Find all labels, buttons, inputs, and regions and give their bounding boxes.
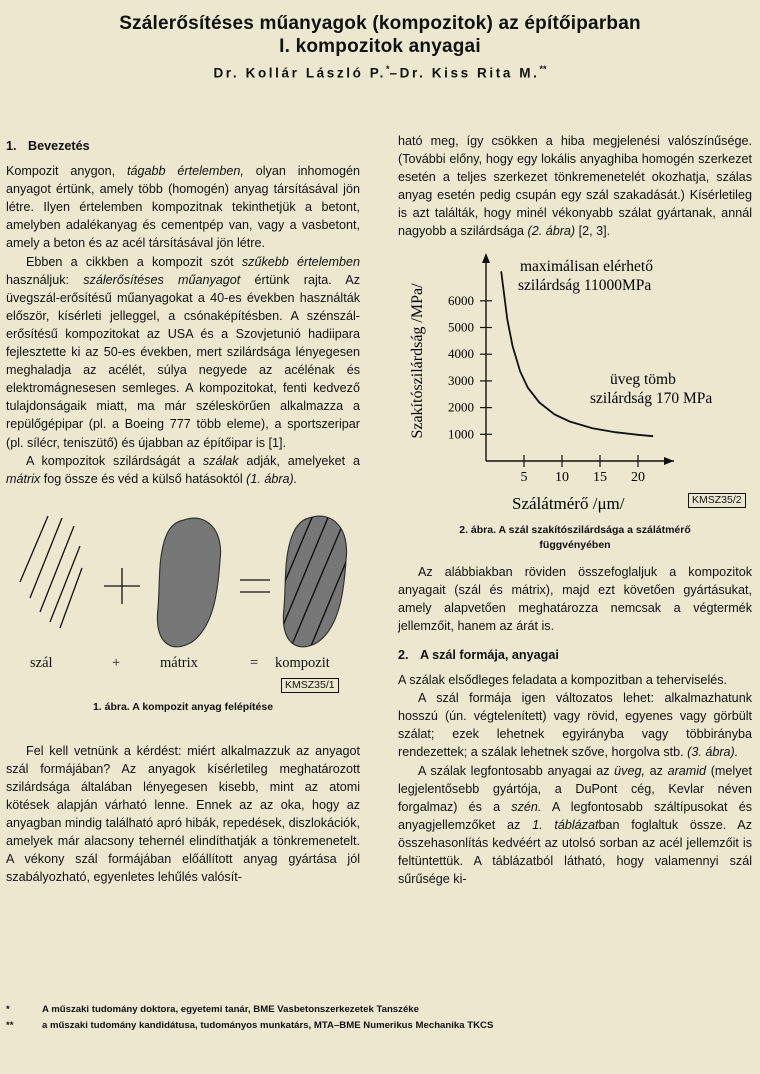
text-run: használjuk: xyxy=(6,272,84,287)
text-run: adják, amelyeket a xyxy=(238,453,360,468)
chart-annotation: szilárdság 170 MPa xyxy=(590,389,713,407)
footnote-2 xyxy=(6,1018,752,1034)
footnote-1 xyxy=(6,1002,752,1018)
text-run: szűkebb értelemben xyxy=(241,254,360,269)
chart-annotation: üveg tömb xyxy=(610,370,676,388)
section-1-paragraph-1 xyxy=(6,162,360,252)
fiber-lines xyxy=(20,516,82,628)
section-2-heading xyxy=(398,646,752,664)
footnote-1-text: A műszaki tudomány doktora, egyetemi tanár, BME Vasbetonszerkezetek Tanszéke xyxy=(42,1004,419,1015)
section-1-title: Bevezetés xyxy=(28,139,90,153)
text-run: A kompozitok szilárdságát a xyxy=(26,453,203,468)
footnote-1-mark: * xyxy=(6,1004,10,1015)
right-paragraph-2: Az alábbiakban röviden összefoglaljuk a kompozitok anyagait (szál és mátrix), majd ezt követően gyártásukat, amely alapvetően meghatározza nemcsak a végtermék jellemzőit, hanem az árát is. xyxy=(398,564,752,633)
text-run: A szál formája igen változatos lehet: alkalmazhatunk hosszú (ún. végtelenített) vagy rövid, egyenes vagy görbült szálat; ezek lehetnek egyirányba vagy többirányba rendezettek; a szálak lehetnek szőve, horgolva stb. xyxy=(398,691,752,760)
fiber-line xyxy=(30,518,62,598)
article-header xyxy=(0,12,760,81)
fiber-line xyxy=(60,568,82,628)
footnotes xyxy=(6,1002,752,1034)
text-run: (3. ábra). xyxy=(687,745,739,760)
author-2: Dr. Kiss Rita M. xyxy=(399,65,540,81)
section-2-title: A szál formája, anyagai xyxy=(420,647,559,662)
figure-1-drawing xyxy=(6,508,360,658)
y-tick-label: 1000 xyxy=(448,425,474,441)
x-tick-label: 15 xyxy=(593,469,607,485)
y-axis-label: Szakítószilárdság /MPa/ xyxy=(409,283,426,439)
footnote-2-text: a műszaki tudomány kandidátusa, tudományos munkatárs, MTA–BME Numerikus Mechanika TKCS xyxy=(42,1020,494,1031)
text-run: (melyet legjelentősebb gyártója, a DuPont cég, Kevlar néven forgalmaz) és a xyxy=(398,763,752,814)
footnote-2-mark: ** xyxy=(6,1020,14,1031)
text-run: Ebben a cikkben a kompozit szót xyxy=(26,254,242,269)
text-run: szálerősítéses műanyagot xyxy=(83,272,241,287)
section-1-paragraph-3 xyxy=(6,452,360,488)
strength-curve xyxy=(501,271,653,436)
y-axis-arrow xyxy=(482,253,490,263)
right-column xyxy=(398,132,752,888)
figure-1-tag: KMSZ35/1 xyxy=(281,678,339,693)
figure-2-tag: KMSZ35/2 xyxy=(688,493,746,508)
label-fiber: szál xyxy=(30,654,53,671)
author-2-mark: ** xyxy=(539,64,547,74)
matrix-blob xyxy=(157,518,220,647)
plus-sign xyxy=(104,568,140,604)
chart-annotation: maximálisan elérhető xyxy=(520,257,653,275)
section-2-paragraph-1: A szálak elsődleges feladata a kompozitban a teherviselés. xyxy=(398,673,728,688)
article-title: Szálerősítéses műanyagok (kompozitok) az építőiparban xyxy=(119,13,641,34)
x-axis-arrow xyxy=(664,457,674,465)
label-matrix: mátrix xyxy=(160,654,198,671)
x-tick-label: 5 xyxy=(520,469,528,485)
text-run: 1. táblázat xyxy=(532,817,599,832)
fiber-line xyxy=(20,516,48,582)
section-1-paragraph-2 xyxy=(6,253,360,452)
text-run: ban foglaltuk össze. Az összehasonlítás kedvéért az utolsó sorban az acél jellemzőit is feltüntettük. A táblázatból látható, hogy valamennyi szál sűrűsége ki- xyxy=(398,817,752,887)
author-1-mark: * xyxy=(386,64,390,74)
y-tick-label: 4000 xyxy=(448,345,474,361)
label-composite: kompozit xyxy=(275,654,330,671)
author-separator: – xyxy=(389,65,400,81)
figure-1-caption: 1. ábra. A kompozit anyag felépítése xyxy=(92,700,274,713)
text-run: (1. ábra). xyxy=(246,471,298,486)
right-paragraph-1 xyxy=(398,132,752,241)
figure-2 xyxy=(398,247,752,563)
text-run: aramid xyxy=(667,763,707,778)
text-run: szén. xyxy=(511,799,542,814)
strength-chart xyxy=(398,247,752,517)
fiber-line xyxy=(40,526,74,612)
text-run: ható meg, így csökken a hiba megjelenési valószínűsége. (További előny, hogy egy lokális anyaghiba homogén szerkezet esetén a teljes szerkezet tönkremenetelét okozhatja, szálas anyag esetén pedig csupán egy szál szakadását.) Kísérletileg is azt találták, hogy minél vékonyabb szálat gyártanak, annál nagyobb a szilárdsága xyxy=(398,134,752,239)
y-tick-label: 2000 xyxy=(448,399,474,415)
article-subtitle: I. kompozitok anyagai xyxy=(279,36,481,57)
text-run: fog össze és véd a külső hatásoktól xyxy=(40,471,247,486)
text-run: szálak xyxy=(202,453,239,468)
text-run: az xyxy=(644,763,668,778)
figure-1 xyxy=(6,508,360,720)
text-run: tágabb értelemben, xyxy=(127,164,244,179)
x-axis-label: Szálátmérő /μm/ xyxy=(512,493,625,513)
text-run: olyan inhomogén anyagot értünk, amely több (homogén) anyag társításával jön létre. Ilyen értelemben kompozitnak tekinthetjük a betont, amelyben adalékanyag és cementpép van, vagy a vasbetont, amely a beton és az acél társításával jön létre. xyxy=(6,164,361,251)
section-2-number: 2. xyxy=(398,647,409,662)
label-equals: = xyxy=(250,654,259,671)
x-tick-label: 10 xyxy=(555,469,569,485)
text-run: értünk rajta. Az üvegszál-erősítésű műanyagokat a 40-es években használták először, kísérleti jelleggel, a csónaképítésben. A szénszál-erősítésű kompozitokat az USA és a Szovjetunió hadiipara fejlesztette ki az 50-es években, mert szilárdsága lényegesen meghaladja az acélét, súlya negyede az acélénak és elektromágnesesen semleges. A kompozitokat, fenti kedvező tulajdonságaik miatt, ma már széleskörűen alkalmazza a repülőgépipar (pl. a Boeing 777 több eleme), a sportszeripar (pl. sílécr, teniszütő) és újabban az építőipar is [1]. xyxy=(6,272,360,450)
section-2-paragraph-2 xyxy=(398,689,752,761)
text-run: üveg, xyxy=(614,763,645,778)
left-paragraph-4: Fel kell vetnünk a kérdést: miért alkalmazzuk az anyagot szál formájában? Az anyagok kísérletileg meghatározott szilárdsága általában lényegesen kisebb, mint az atomi kötések alapján várható lenne. Ennek az az oka, hogy az anyagban mindig található apró hibák, repedések, diszlokációk, amelyek már alacsony tehernél elindíthatják a tönkremenetelt. A vékony szál formájában előállított anyag gyártása jól szabályozható, egyenletes lehűlés valósít- xyxy=(6,743,360,885)
author-1: Dr. Kollár László P. xyxy=(213,65,386,81)
figure-2-caption-line-1: 2. ábra. A szál szakítószilárdsága a szálátmérő xyxy=(459,523,691,536)
text-run: mátrix xyxy=(6,471,41,486)
authors xyxy=(0,64,760,81)
section-1-heading xyxy=(6,137,360,155)
section-2-paragraph-3 xyxy=(398,762,752,889)
text-run: (2. ábra) xyxy=(527,224,576,239)
y-tick-label: 5000 xyxy=(448,319,474,335)
label-plus: + xyxy=(112,654,121,671)
figure-2-caption xyxy=(398,523,752,553)
chart-annotation: szilárdság 11000MPa xyxy=(518,276,652,294)
composite-blob xyxy=(283,516,346,647)
y-tick-label: 3000 xyxy=(448,372,474,388)
left-column xyxy=(6,132,360,887)
text-run: A szálak legfontosabb anyagai az xyxy=(418,763,615,778)
equals-sign xyxy=(240,580,270,592)
section-1-number: 1. xyxy=(6,139,17,153)
figure-2-caption-line-2: függvényében xyxy=(539,538,611,551)
text-run: Kompozit anygon, xyxy=(6,164,128,179)
text-run: [2, 3]. xyxy=(575,224,611,239)
y-tick-label: 6000 xyxy=(448,292,474,308)
x-tick-label: 20 xyxy=(631,469,645,485)
text-run: A legfontosabb száltípusokat és anyagjellemzőket az xyxy=(398,799,753,832)
